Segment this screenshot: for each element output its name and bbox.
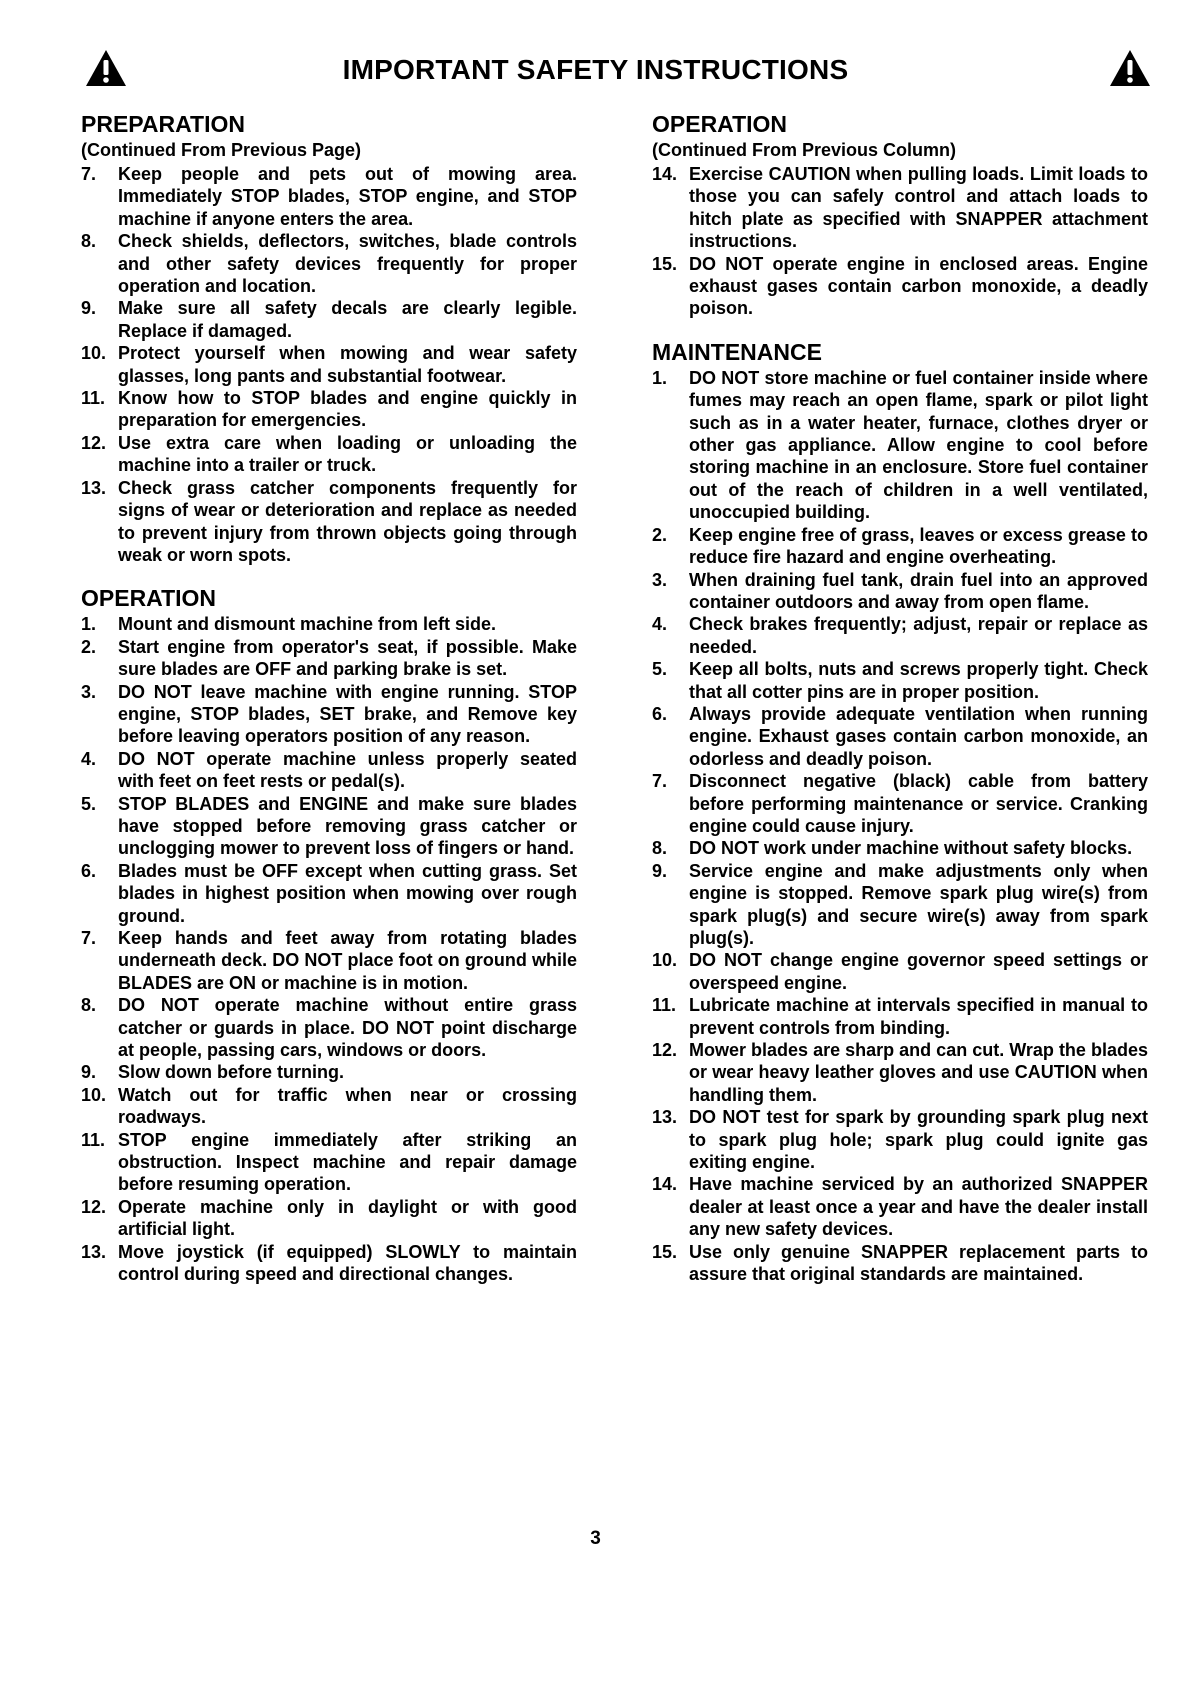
item-text: DO NOT test for spark by grounding spark plug next to spark plug hole; spark plug could ignite gas exiting engine.: [689, 1107, 1148, 1173]
list-item: [652, 613, 1148, 658]
item-number: 2.: [81, 636, 97, 657]
item-number: 9.: [652, 860, 668, 881]
list-item: [652, 524, 1148, 569]
list-item: [81, 230, 577, 297]
item-number: 7.: [652, 771, 668, 792]
item-number: 4.: [652, 614, 668, 635]
section-heading: MAINTENANCE: [652, 338, 822, 365]
instruction-list: [652, 367, 1148, 1286]
instruction-list: [81, 613, 577, 1285]
list-item: [652, 1039, 1148, 1106]
list-item: [652, 994, 1148, 1039]
list-item: [81, 1084, 577, 1129]
list-item: [652, 569, 1148, 614]
item-text: Protect yourself when mowing and wear safety glasses, long pants and substantial footwear.: [118, 343, 577, 386]
item-text: Know how to STOP blades and engine quickly in preparation for emergencies.: [118, 388, 577, 431]
item-number: 13.: [81, 477, 107, 498]
item-number: 9.: [81, 298, 97, 319]
item-number: 5.: [81, 793, 97, 814]
item-text: Use extra care when loading or unloading the machine into a trailer or truck.: [118, 432, 577, 476]
item-text: Blades must be OFF except when cutting grass. Set blades in highest position when mowing over rough ground.: [118, 860, 577, 926]
item-text: DO NOT operate machine unless properly seated with feet on feet rests or pedal(s).: [118, 748, 577, 792]
item-text: Keep hands and feet away from rotating blades underneath deck. DO NOT place foot on ground while BLADES are ON or machine is in motion.: [118, 928, 577, 993]
item-number: 6.: [81, 860, 97, 881]
list-item: [652, 253, 1148, 320]
item-number: 11.: [81, 1129, 106, 1150]
item-number: 12.: [81, 1196, 107, 1217]
item-number: 10.: [81, 343, 107, 364]
list-item: [652, 770, 1148, 837]
item-number: 10.: [652, 950, 678, 971]
item-number: 10.: [81, 1084, 107, 1105]
section-heading: PREPARATION: [81, 111, 245, 137]
item-number: 13.: [81, 1241, 107, 1262]
list-item: [652, 1241, 1148, 1286]
item-number: 12.: [652, 1040, 678, 1061]
item-text: Check grass catcher components frequently for signs of wear or deterioration and replace as needed to prevent injury from thrown objects going through weak or worn spots.: [118, 477, 577, 565]
item-number: 3.: [81, 681, 97, 702]
item-text: DO NOT operate engine in enclosed areas. Engine exhaust gases contain carbon monoxide, a deadly poison.: [689, 253, 1148, 319]
list-item: [81, 681, 577, 748]
item-text: Mower blades are sharp and can cut. Wrap the blades or wear heavy leather gloves and use CAUTION when handling them.: [689, 1040, 1148, 1105]
item-number: 3.: [652, 569, 668, 590]
section-heading: OPERATION: [652, 111, 788, 137]
item-text: STOP BLADES and ENGINE and make sure blades have stopped before removing grass catcher or unclogging mower to prevent loss of fingers or hand.: [118, 793, 577, 859]
item-text: Have machine serviced by an authorized SNAPPER dealer at least once a year and have the dealer install any new safety devices.: [689, 1174, 1148, 1240]
item-number: 11.: [652, 995, 677, 1016]
section-subheading: (Continued From Previous Column): [652, 140, 956, 160]
item-number: 9.: [81, 1062, 97, 1083]
operation-section: [81, 584, 577, 1285]
operation-continued-section: [652, 110, 1148, 320]
item-number: 8.: [81, 231, 97, 252]
list-item: [81, 1129, 577, 1196]
list-item: [652, 1173, 1148, 1240]
item-text: DO NOT store machine or fuel container inside where fumes may reach an open flame, spark or pilot light such as in a water heater, furnace, clothes dryer or other gas appliance. Allow engine to cool before storing machine in an enclosure. Store fuel container out of the reach of children in a well ventilated, unoccupied building.: [689, 367, 1148, 523]
list-item: [652, 1106, 1148, 1173]
item-number: 7.: [81, 928, 97, 948]
list-item: [81, 297, 577, 342]
item-text: Make sure all safety decals are clearly legible. Replace if damaged.: [118, 298, 577, 341]
item-number: 8.: [652, 838, 668, 859]
page-number: 3: [590, 1528, 601, 1549]
list-item: [81, 860, 577, 927]
preparation-section: [81, 110, 577, 566]
list-item: [81, 1196, 577, 1241]
section-heading: OPERATION: [81, 585, 217, 612]
item-text: Check brakes frequently; adjust, repair or replace as needed.: [689, 614, 1148, 657]
item-number: 12.: [81, 432, 107, 453]
section-subheading: (Continued From Previous Page): [81, 140, 362, 160]
list-item: [81, 927, 577, 994]
item-text: DO NOT change engine governor speed settings or overspeed engine.: [689, 950, 1148, 993]
item-number: 14.: [652, 164, 678, 184]
item-text: Keep people and pets out of mowing area. Immediately STOP blades, STOP engine, and STOP machine if anyone enters the area.: [118, 164, 577, 229]
list-item: [652, 367, 1148, 524]
list-item: [81, 163, 577, 230]
item-text: Check shields, deflectors, switches, blade controls and other safety devices frequently for proper operation and location.: [118, 231, 577, 297]
item-text: DO NOT operate machine without entire grass catcher or guards in place. DO NOT point discharge at people, passing cars, windows or doors.: [118, 995, 577, 1061]
item-text: When draining fuel tank, drain fuel into an approved container outdoors and away from open flame.: [689, 569, 1148, 612]
item-number: 15.: [652, 1241, 678, 1262]
left-column: [81, 110, 577, 1304]
page-header: [0, 48, 1191, 98]
item-number: 14.: [652, 1174, 678, 1195]
item-text: Mount and dismount machine from left side.: [118, 614, 497, 635]
item-number: 13.: [652, 1107, 678, 1128]
item-number: 8.: [81, 995, 97, 1016]
item-text: STOP engine immediately after striking an obstruction. Inspect machine and repair damage before resuming operation.: [118, 1129, 577, 1195]
maintenance-section: [652, 338, 1148, 1286]
item-text: Start engine from operator's seat, if possible. Make sure blades are OFF and parking brake is set.: [118, 636, 577, 680]
list-item: [652, 949, 1148, 994]
list-item: [81, 994, 577, 1061]
list-item: [652, 163, 1148, 253]
list-item: [81, 387, 577, 432]
item-text: Always provide adequate ventilation when running engine. Exhaust gases contain carbon monoxide, an odorless and deadly poison.: [689, 703, 1148, 769]
item-number: 4.: [81, 748, 97, 769]
item-number: 5.: [652, 659, 668, 680]
instruction-list: [652, 163, 1148, 320]
list-item: [81, 342, 577, 387]
instruction-list: [81, 163, 577, 566]
page-title: IMPORTANT SAFETY INSTRUCTIONS: [342, 54, 849, 85]
list-item: [81, 1241, 577, 1286]
item-text: Use only genuine SNAPPER replacement parts to assure that original standards are maintained.: [689, 1241, 1148, 1285]
item-text: Exercise CAUTION when pulling loads. Limit loads to those you can safely control and attach loads to hitch plate as specified with SNAPPER attachment instructions.: [689, 164, 1148, 252]
item-text: Operate machine only in daylight or with good artificial light.: [118, 1196, 577, 1240]
item-text: Watch out for traffic when near or crossing roadways.: [118, 1084, 577, 1128]
item-number: 7.: [81, 164, 97, 184]
item-text: Keep engine free of grass, leaves or excess grease to reduce fire hazard and engine overheating.: [689, 524, 1148, 568]
item-number: 1.: [81, 614, 97, 635]
item-text: Keep all bolts, nuts and screws properly tight. Check that all cotter pins are in proper position.: [689, 659, 1148, 702]
item-text: Lubricate machine at intervals specified in manual to prevent controls from binding.: [689, 995, 1148, 1038]
item-text: DO NOT work under machine without safety blocks.: [689, 838, 1133, 859]
item-text: Disconnect negative (black) cable from battery before performing maintenance or service. Cranking engine could cause injury.: [689, 771, 1148, 836]
list-item: [81, 432, 577, 477]
list-item: [652, 837, 1148, 859]
item-text: DO NOT leave machine with engine running. STOP engine, STOP blades, SET brake, and Remove key before leaving operators position of any reason.: [118, 681, 577, 747]
list-item: [652, 703, 1148, 770]
item-number: 1.: [652, 367, 668, 388]
list-item: [81, 636, 577, 681]
list-item: [81, 793, 577, 860]
item-number: 11.: [81, 388, 106, 409]
list-item: [652, 860, 1148, 950]
item-text: Service engine and make adjustments only when engine is stopped. Remove spark plug wire(s) from spark plug(s) and secure wire(s) away from spark plug(s).: [689, 860, 1148, 948]
list-item: [81, 477, 577, 567]
item-number: 2.: [652, 524, 668, 545]
list-item: [652, 658, 1148, 703]
item-number: 15.: [652, 253, 678, 274]
right-column: [652, 110, 1148, 1304]
item-number: 6.: [652, 703, 668, 724]
list-item: [81, 1061, 577, 1083]
list-item: [81, 613, 577, 635]
item-text: Slow down before turning.: [118, 1062, 344, 1083]
warning-triangle-icon: [1108, 48, 1152, 88]
item-text: Move joystick (if equipped) SLOWLY to maintain control during speed and directional changes.: [118, 1241, 577, 1285]
list-item: [81, 748, 577, 793]
